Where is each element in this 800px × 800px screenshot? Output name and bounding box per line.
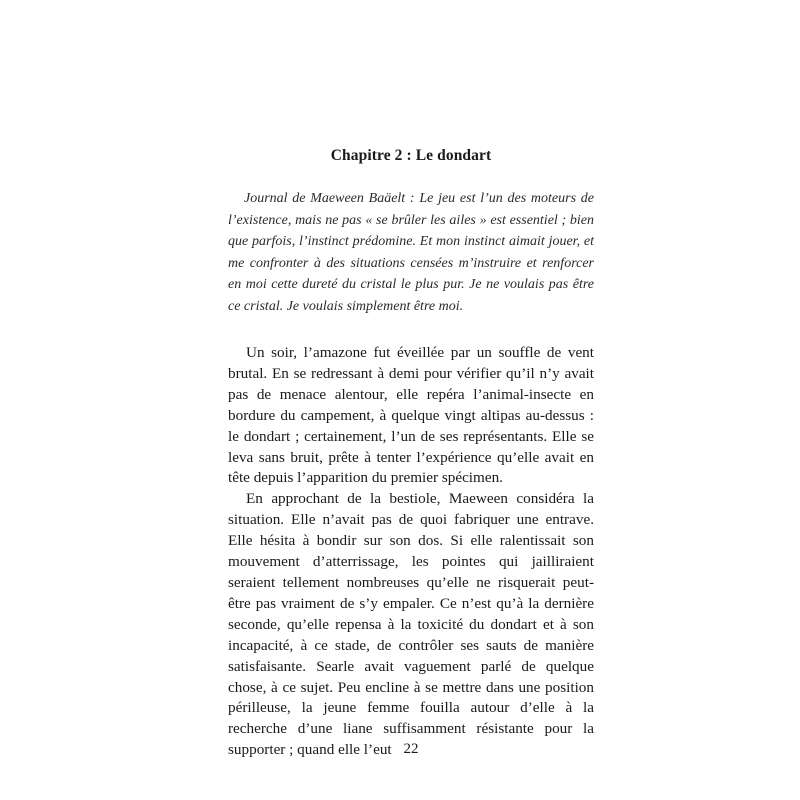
paragraph: Un soir, l’amazone fut éveillée par un souffle de vent brutal. En se redressant à demi pour vérifier qu’il n’y avait pas de menace alentour, elle repéra l’animal-insecte en bordure du campement, à quelque vingt altipas au-dessus : le dondart ; certainement, l’un de ses représentants. Elle se leva sans bruit, prête à tenter l’expérience qu’elle avait en tête depuis l’apparition du premier spécimen. [228, 344, 594, 487]
body-text [228, 343, 594, 761]
epigraph-text: Journal de Maeween Baäelt : Le jeu est l’un des moteurs de l’existence, mais ne pas « se brûler les ailes » est essentiel ; bien que parfois, l’instinct prédomine. Et mon instinct aimait jouer, et me confronter à des situations censées m’instruire et renforcer en moi cette dureté du cristal le plus pur. Je ne voulais pas être ce cristal. Je voulais simplement être moi. [228, 191, 594, 314]
page-number: 22 [403, 741, 419, 757]
paragraph: En approchant de la bestiole, Maeween considéra la situation. Elle n’avait pas de quoi fabriquer une entrave. Elle hésita à bondir sur son dos. Si elle ralentissait son mouvement d’atterrissage, les pointes qui jailliraient seraient tellement nombreuses qu’elle ne risquerait peut-être pas vraiment de s’y empaler. Ce n’est qu’à la dernière seconde, qu’elle repensa à la toxicité du dondart et à son incapacité, à ce stade, de contrôler ses sauts de manière satisfaisante. Searle avait vaguement parlé de quelque chose, à ce sujet. Peu encline à se mettre dans une position périlleuse, la jeune femme fouilla autour d’elle à la recherche d’une liane suffisamment résistante pour la supporter ; quand elle l’eut [228, 490, 594, 759]
epigraph [228, 188, 594, 318]
chapter-title: Chapitre 2 : Le dondart [330, 147, 492, 164]
